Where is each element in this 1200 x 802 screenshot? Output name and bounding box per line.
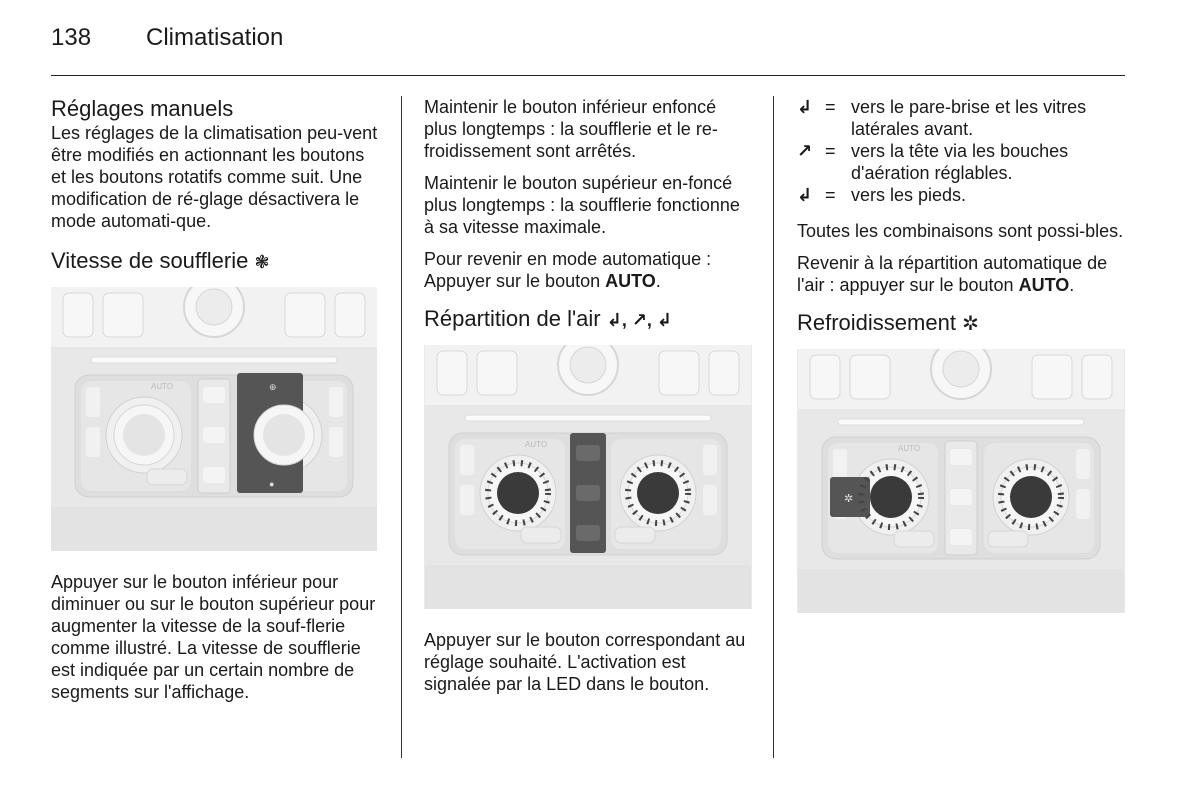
auto-keyword-2: AUTO	[1018, 275, 1070, 295]
heading-cooling	[797, 310, 1127, 337]
fan-icon: ❃	[254, 252, 270, 272]
right-temp-knob	[637, 472, 679, 514]
para-air-distribution: Appuyer sur le bouton correspondant au réglage souhaité. L'activation est signalée par la LED dans le bouton.	[424, 630, 746, 694]
heading-cooling-text: Refroidissement	[797, 310, 956, 335]
right-temp-knob	[1010, 476, 1052, 518]
para-return-auto-distribution	[797, 252, 1127, 296]
legend-row-windscreen	[797, 96, 1127, 140]
para-return-auto	[424, 248, 754, 292]
header-rule	[51, 75, 1125, 76]
legend-text: vers le pare-brise et les vitres latérales avant.	[851, 97, 1087, 139]
head-vent-icon: ↗	[797, 141, 813, 161]
column-3	[797, 96, 1127, 613]
left-temp-knob	[870, 476, 912, 518]
page-number: 138	[51, 24, 92, 51]
heading-fan-speed-text: Vitesse de soufflerie	[51, 248, 249, 273]
para-fan-speed: Appuyer sur le bouton inférieur pour diminuer ou sur le bouton supérieur pour augmenter la vitesse de la souf-flerie comme illustré. La vitesse de soufflerie est indiquée par un certain nombre de segments sur l'affichage.	[51, 572, 376, 702]
legend-row-feet	[797, 184, 1127, 206]
column-1	[51, 96, 381, 713]
page-header	[51, 24, 283, 60]
figure-fan-speed	[51, 287, 377, 551]
legend-eq: =	[825, 141, 836, 161]
legend-eq: =	[825, 97, 836, 117]
fan-minus-icon: ●	[269, 479, 275, 489]
return-auto-distribution-suffix: .	[1069, 275, 1075, 295]
ac-icon: ✲	[844, 493, 854, 505]
auto-label: AUTO	[151, 382, 174, 391]
fan-plus-icon: ⊕	[269, 382, 277, 392]
legend-eq: =	[825, 185, 836, 205]
legend-row-head	[797, 140, 1127, 184]
para-hold-upper: Maintenir le bouton supérieur en-foncé plus longtemps : la soufflerie fonctionne à sa vitesse maximale.	[424, 173, 740, 237]
cooling-panel-illustration	[797, 349, 1125, 613]
legend-text: vers la tête via les bouches d'aération réglables.	[851, 141, 1069, 183]
para-hold-lower: Maintenir le bouton inférieur enfoncé plus longtemps : la soufflerie et le re-froidissement sont arrêtés.	[424, 97, 718, 161]
left-temp-knob	[497, 472, 539, 514]
para-combinations: Toutes les combinaisons sont possi-bles.	[797, 221, 1124, 241]
heading-air-distribution-text: Répartition de l'air	[424, 306, 601, 331]
return-auto-suffix: .	[655, 271, 661, 291]
figure-air-distribution	[424, 345, 752, 609]
heading-air-distribution	[424, 306, 754, 333]
column-divider-2	[773, 96, 774, 758]
auto-keyword: AUTO	[605, 271, 656, 291]
heading-manual-settings: Réglages manuels	[51, 96, 234, 121]
section-title: Climatisation	[146, 24, 284, 51]
air-direction-legend	[797, 96, 1127, 206]
return-auto-distribution-text: Revenir à la répartition automatique de l'air : appuyer sur le bouton	[797, 253, 1108, 295]
column-2	[424, 96, 754, 705]
heading-fan-speed	[51, 248, 381, 275]
auto-label-3: AUTO	[898, 444, 921, 453]
air-distribution-panel-illustration	[424, 345, 752, 609]
return-auto-text: Pour revenir en mode automatique : Appuyer sur le bouton	[424, 249, 712, 291]
snowflake-icon: ✲	[962, 313, 979, 335]
column-divider-1	[401, 96, 402, 758]
feet-vent-icon: ↲	[797, 185, 813, 205]
fan-speed-panel-illustration	[51, 287, 377, 551]
figure-cooling	[797, 349, 1125, 613]
windscreen-icon: ↲	[797, 97, 813, 117]
auto-label-2: AUTO	[525, 440, 548, 449]
legend-text: vers les pieds.	[851, 185, 967, 205]
air-distribution-icons: ↲, ↗, ↲	[606, 310, 672, 330]
para-manual-intro: Les réglages de la climatisation peu-vent être modifiés en actionnant les boutons et les boutons rotatifs comme suit. Une modification de ré-glage désactivera le mode automati-que.	[51, 123, 378, 231]
